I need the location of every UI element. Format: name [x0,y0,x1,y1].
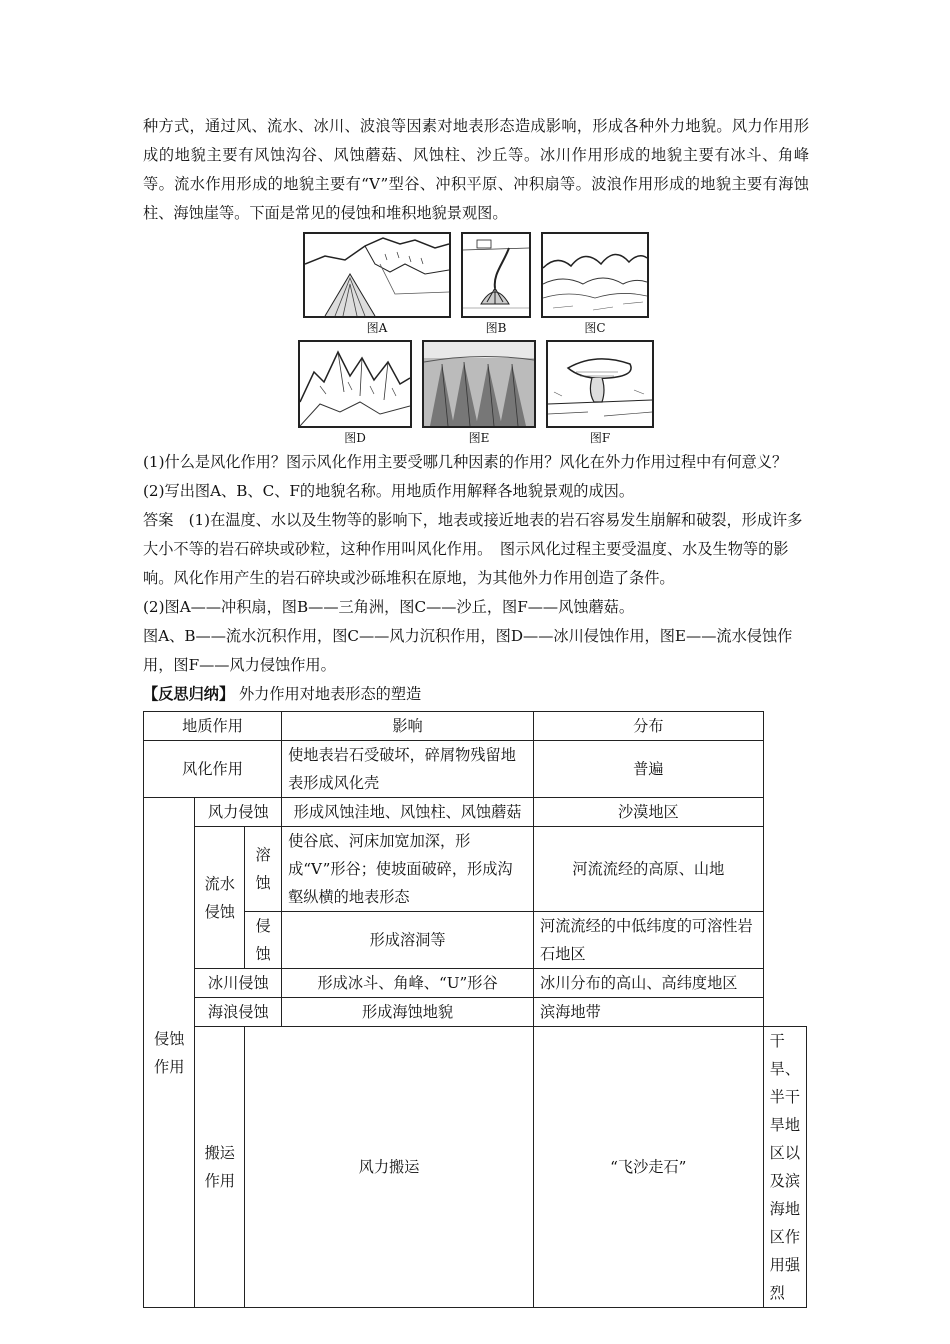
reflection-label: 【反思归纳】 [143,685,235,703]
figure-row-1 [143,232,809,338]
wind-erosion-effect: 形成风蚀洼地、风蚀柱、风蚀蘑菇 [282,798,534,827]
table-row [144,827,807,912]
header-effect: 影响 [282,712,534,741]
sand-dune-illustration [541,232,649,318]
glacier-erosion-name: 冰川侵蚀 [195,969,282,998]
answer-1 [143,506,809,593]
alluvial-fan-illustration [303,232,451,318]
dissolution-distribution: 河流流经的高原、山地 [534,827,764,912]
weathering-distribution: 普遍 [534,741,764,798]
weathering-effect: 使地表岩石受破坏，碎屑物残留地表形成风化壳 [282,741,534,798]
figure-a-caption: 图A [366,321,388,335]
wind-erosion-name: 风力侵蚀 [195,798,282,827]
table-row [144,969,807,998]
glacier-erosion-distribution: 冰川分布的高山、高纬度地区 [534,969,764,998]
header-geologic-action: 地质作用 [144,712,282,741]
reflection-heading [143,680,809,709]
figure-f [546,340,654,448]
erosion-sub-name: 侵蚀 [245,912,282,969]
wave-erosion-distribution: 滨海地带 [534,998,764,1027]
wave-erosion-effect: 形成海蚀地貌 [282,998,534,1027]
figure-c [541,232,649,338]
figure-grid [143,232,809,448]
question-2: (2)写出图A、B、C、F的地貌名称。用地质作用解释各地貌景观的成因。 [143,482,635,500]
answer-label: 答案 [143,511,174,529]
figure-a [303,232,451,338]
intro-paragraph: 种方式，通过风、流水、冰川、波浪等因素对地表形态造成影响，形成各种外力地貌。风力作用形成的地貌主要有风蚀沟谷、风蚀蘑菇、风蚀柱、沙丘等。冰川作用形成的地貌主要有冰斗、角峰等。流水作用形成的地貌主要有“V”型谷、冲积平原、冲积扇等。波浪作用形成的地貌主要有海蚀柱、海蚀崖等。下面是常见的侵蚀和堆积地貌景观图。 [143,117,809,222]
table-row [144,998,807,1027]
water-erosion-label: 流水侵蚀 [195,827,245,969]
header-distribution: 分布 [534,712,764,741]
wind-transport-effect: “飞沙走石” [534,1027,764,1308]
question-1: (1)什么是风化作用？图示风化作用主要受哪几种因素的作用？风化在外力作用过程中有何意义？ [143,453,788,471]
glacial-peaks-illustration [298,340,412,428]
delta-illustration [461,232,531,318]
table-header-row [144,712,807,741]
answer-3: 图A、B——流水沉积作用，图C——风力沉积作用，图D——冰川侵蚀作用，图E——流水侵蚀作用，图F——风力侵蚀作用。 [143,627,793,674]
figure-f-caption: 图F [589,431,611,445]
figure-c-caption: 图C [584,321,606,335]
erosion-sub-effect: 形成溶洞等 [282,912,534,969]
document-page [143,112,809,1308]
gully-erosion-illustration [422,340,536,428]
figure-e [422,340,536,448]
answer-2: (2)图A——冲积扇，图B——三角洲，图C——沙丘，图F——风蚀蘑菇。 [143,598,635,616]
table-row [144,741,807,798]
glacier-erosion-effect: 形成冰斗、角峰、“U”形谷 [282,969,534,998]
figure-b-caption: 图B [485,321,507,335]
answer-1-text: (1)在温度、水以及生物等的影响下，地表或接近地表的岩石容易发生崩解和破裂，形成许多大小不等的岩石碎块或砂粒，这种作用叫风化作用。 图示风化过程主要受温度、水及生物等的影响。风化作用产生的岩石碎块或沙砾堆积在原地，为其他外力作用创造了条件。 [143,511,803,587]
figure-row-2 [143,340,809,448]
wind-transport-name: 风力搬运 [245,1027,534,1308]
table-row [144,1027,807,1308]
wind-erosion-distribution: 沙漠地区 [534,798,764,827]
erosion-group-label: 侵蚀作用 [144,798,195,1308]
table-row [144,798,807,827]
transport-group-label: 搬运作用 [195,1027,245,1308]
reflection-title: 外力作用对地表形态的塑造 [238,685,422,703]
weathering-name: 风化作用 [144,741,282,798]
figure-b [461,232,531,338]
mushroom-rock-illustration [546,340,654,428]
figure-e-caption: 图E [468,431,490,445]
figure-d [298,340,412,448]
wind-transport-distribution: 干旱、半干旱地区以及滨海地区作用强烈 [763,1027,806,1308]
wave-erosion-name: 海浪侵蚀 [195,998,282,1027]
dissolution-effect: 使谷底、河床加宽加深，形成“V”形谷；使坡面破碎，形成沟壑纵横的地表形态 [282,827,534,912]
figure-d-caption: 图D [344,431,366,445]
external-forces-table [143,711,807,1308]
dissolution-name: 溶蚀 [245,827,282,912]
erosion-sub-distribution: 河流流经的中低纬度的可溶性岩石地区 [534,912,764,969]
